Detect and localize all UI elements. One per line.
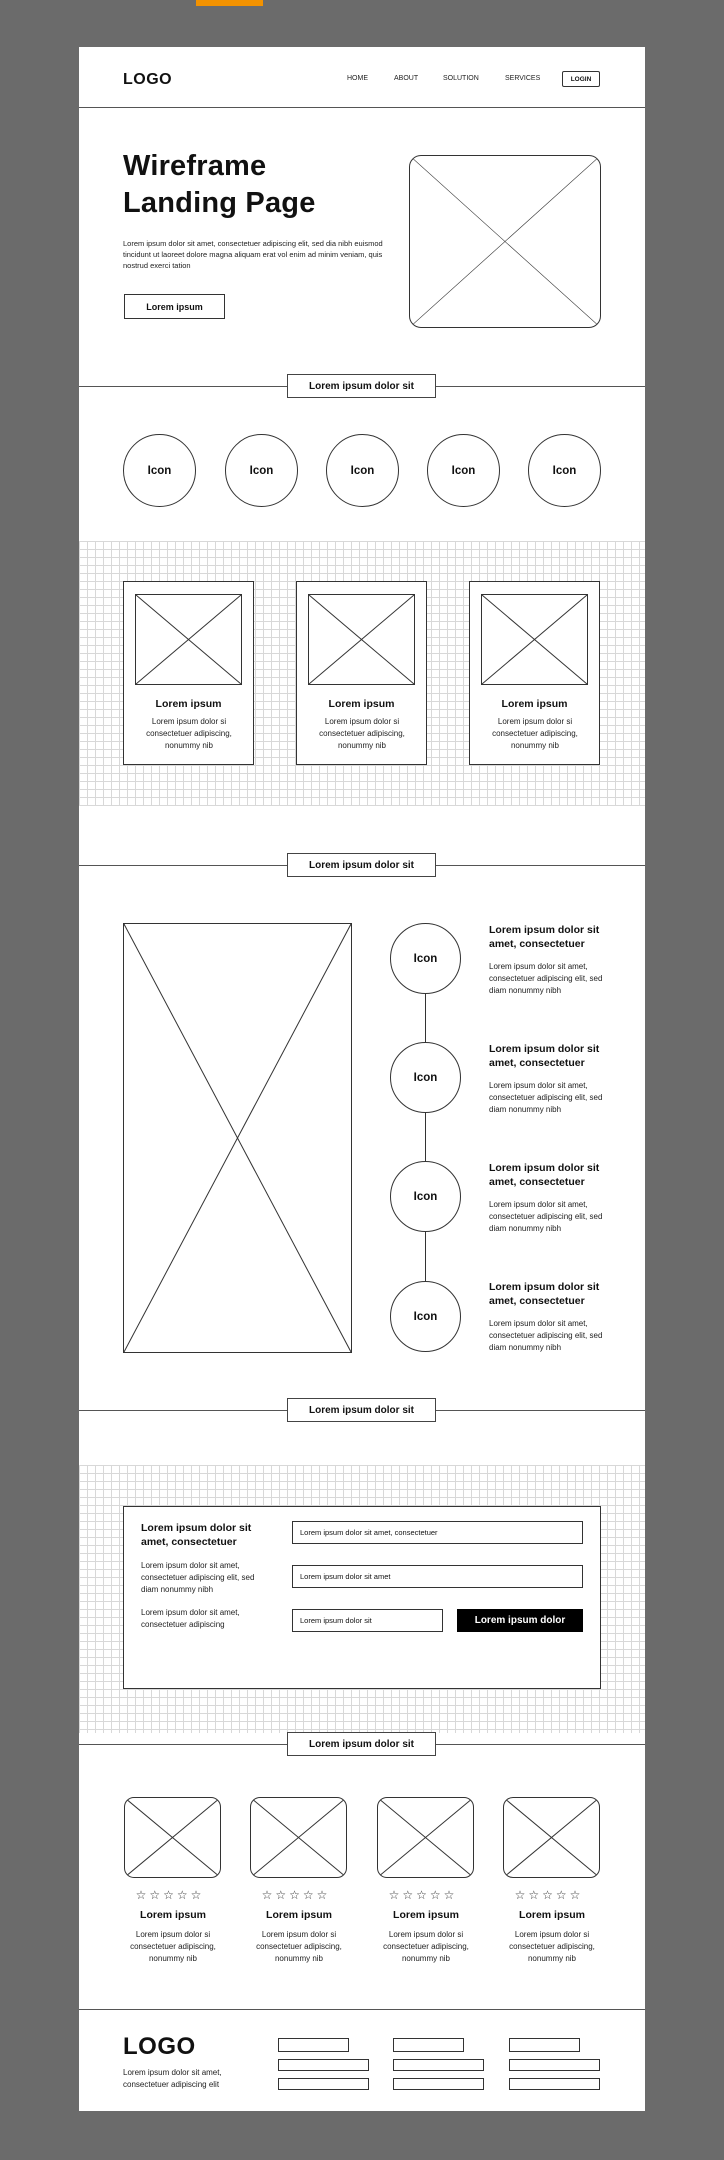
form-field-3[interactable]: Lorem ipsum dolor sit (292, 1609, 443, 1632)
timeline-title-1: Lorem ipsum dolor sit amet, consectetuer (489, 924, 600, 950)
product-image-placeholder-4[interactable] (503, 1797, 600, 1878)
form-submit-button[interactable]: Lorem ipsum dolor (457, 1609, 583, 1632)
image-placeholder-icon (309, 595, 414, 684)
footer-link[interactable] (393, 2059, 484, 2071)
image-placeholder-icon (378, 1798, 473, 1877)
orange-accent-tab (196, 0, 263, 6)
nav-home[interactable]: HOME (347, 75, 368, 82)
product-title: Lorem ipsum (266, 1909, 332, 1921)
product-text: Lorem ipsum dolor si consectetuer adipiscing, nonummy nib (509, 1930, 595, 1963)
hero-image-placeholder (409, 155, 601, 328)
timeline-title-2: Lorem ipsum dolor sit amet, consectetuer (489, 1043, 600, 1069)
image-placeholder-icon (124, 924, 351, 1352)
footer-link[interactable] (278, 2078, 369, 2090)
card-image-placeholder (481, 594, 588, 685)
footer-link-heading-1[interactable] (278, 2038, 349, 2052)
timeline-icon-1[interactable]: Icon (390, 923, 461, 994)
rating-stars-icon[interactable]: ☆☆☆☆☆ (261, 1888, 331, 1902)
product-text: Lorem ipsum dolor si consectetuer adipiscing, nonummy nib (383, 1930, 469, 1963)
timeline-title-4: Lorem ipsum dolor sit amet, consectetuer (489, 1281, 600, 1307)
form-title: Lorem ipsum dolor sit amet, consectetuer (141, 1522, 252, 1548)
hero-body-text: Lorem ipsum dolor sit amet, consectetuer adipiscing elit, sed dia nibh euismod tincidunt ut laoreet dolore magna aliquam erat vol enim ad minim veniam, quis nostrud exerci tation (123, 239, 383, 270)
timeline-icon-2[interactable]: Icon (390, 1042, 461, 1113)
card-image-placeholder (135, 594, 242, 685)
rating-stars-icon[interactable]: ☆☆☆☆☆ (514, 1888, 584, 1902)
section-label-1: Lorem ipsum dolor sit (287, 374, 436, 398)
image-placeholder-icon (136, 595, 241, 684)
nav-about[interactable]: ABOUT (394, 75, 419, 82)
timeline-icon-3[interactable]: Icon (390, 1161, 461, 1232)
form-description-1: Lorem ipsum dolor sit amet, consectetuer adipiscing elit, sed diam nonummy nibh (141, 1561, 255, 1594)
hero-title-line1: Wireframe (123, 150, 267, 182)
feature-icon-4[interactable]: Icon (427, 434, 500, 507)
feature-card-2[interactable] (296, 581, 427, 765)
card-title: Lorem ipsum (501, 698, 568, 710)
timeline-icon-4[interactable]: Icon (390, 1281, 461, 1352)
footer-link[interactable] (509, 2078, 600, 2090)
footer-link-heading-2[interactable] (393, 2038, 464, 2052)
card-text: Lorem ipsum dolor si consectetuer adipiscing, nonummy nib (146, 717, 232, 750)
hero-title-line2: Landing Page (123, 187, 316, 219)
timeline-text-2: Lorem ipsum dolor sit amet, consectetuer adipiscing elit, sed diam nonummy nibh (489, 1081, 603, 1114)
footer-logo[interactable]: LOGO (123, 2033, 196, 2060)
feature-icon-1[interactable]: Icon (123, 434, 196, 507)
image-placeholder-icon (251, 1798, 346, 1877)
card-text: Lorem ipsum dolor si consectetuer adipiscing, nonummy nib (492, 717, 578, 750)
feature-card-3[interactable] (469, 581, 600, 765)
product-image-placeholder-2[interactable] (250, 1797, 347, 1878)
footer-link-heading-3[interactable] (509, 2038, 580, 2052)
timeline-image-placeholder (123, 923, 352, 1353)
login-button[interactable]: LOGIN (562, 71, 600, 87)
feature-icon-5[interactable]: Icon (528, 434, 601, 507)
section-label-3: Lorem ipsum dolor sit (287, 1398, 436, 1422)
footer-link[interactable] (278, 2059, 369, 2071)
section-label-2: Lorem ipsum dolor sit (287, 853, 436, 877)
card-title: Lorem ipsum (155, 698, 222, 710)
rating-stars-icon[interactable]: ☆☆☆☆☆ (388, 1888, 458, 1902)
product-text: Lorem ipsum dolor si consectetuer adipiscing, nonummy nib (130, 1930, 216, 1963)
rating-stars-icon[interactable]: ☆☆☆☆☆ (135, 1888, 205, 1902)
feature-icon-3[interactable]: Icon (326, 434, 399, 507)
product-text: Lorem ipsum dolor si consectetuer adipiscing, nonummy nib (256, 1930, 342, 1963)
form-field-2[interactable]: Lorem ipsum dolor sit amet (292, 1565, 583, 1588)
timeline-text-1: Lorem ipsum dolor sit amet, consectetuer adipiscing elit, sed diam nonummy nibh (489, 962, 603, 995)
product-image-placeholder-3[interactable] (377, 1797, 474, 1878)
form-description-2: Lorem ipsum dolor sit amet, consectetuer adipiscing (141, 1608, 240, 1629)
footer-link[interactable] (509, 2059, 600, 2071)
card-image-placeholder (308, 594, 415, 685)
nav-solution[interactable]: SOLUTION (443, 75, 479, 82)
nav-services[interactable]: SERVICES (505, 75, 541, 82)
form-field-1[interactable]: Lorem ipsum dolor sit amet, consectetuer (292, 1521, 583, 1544)
timeline-text-3: Lorem ipsum dolor sit amet, consectetuer adipiscing elit, sed diam nonummy nibh (489, 1200, 603, 1233)
timeline-connector-line (425, 959, 426, 1319)
image-placeholder-icon (504, 1798, 599, 1877)
product-title: Lorem ipsum (393, 1909, 459, 1921)
header-divider (79, 107, 645, 108)
footer-text: Lorem ipsum dolor sit amet, consectetuer adipiscing elit (123, 2068, 222, 2089)
hero-title (123, 148, 316, 222)
image-placeholder-icon (125, 1798, 220, 1877)
product-title: Lorem ipsum (140, 1909, 206, 1921)
header-logo[interactable]: LOGO (123, 71, 173, 88)
product-image-placeholder-1[interactable] (124, 1797, 221, 1878)
feature-icon-2[interactable]: Icon (225, 434, 298, 507)
footer-link[interactable] (393, 2078, 484, 2090)
timeline-title-3: Lorem ipsum dolor sit amet, consectetuer (489, 1162, 600, 1188)
wireframe-page (79, 47, 645, 2111)
footer-divider (79, 2009, 645, 2010)
timeline-text-4: Lorem ipsum dolor sit amet, consectetuer adipiscing elit, sed diam nonummy nibh (489, 1319, 603, 1352)
image-placeholder-icon (410, 156, 600, 327)
signup-form (123, 1506, 601, 1689)
product-title: Lorem ipsum (519, 1909, 585, 1921)
section-label-4: Lorem ipsum dolor sit (287, 1732, 436, 1756)
card-text: Lorem ipsum dolor si consectetuer adipiscing, nonummy nib (319, 717, 405, 750)
card-title: Lorem ipsum (328, 698, 395, 710)
feature-card-1[interactable] (123, 581, 254, 765)
image-placeholder-icon (482, 595, 587, 684)
hero-cta-button[interactable]: Lorem ipsum (124, 294, 225, 319)
